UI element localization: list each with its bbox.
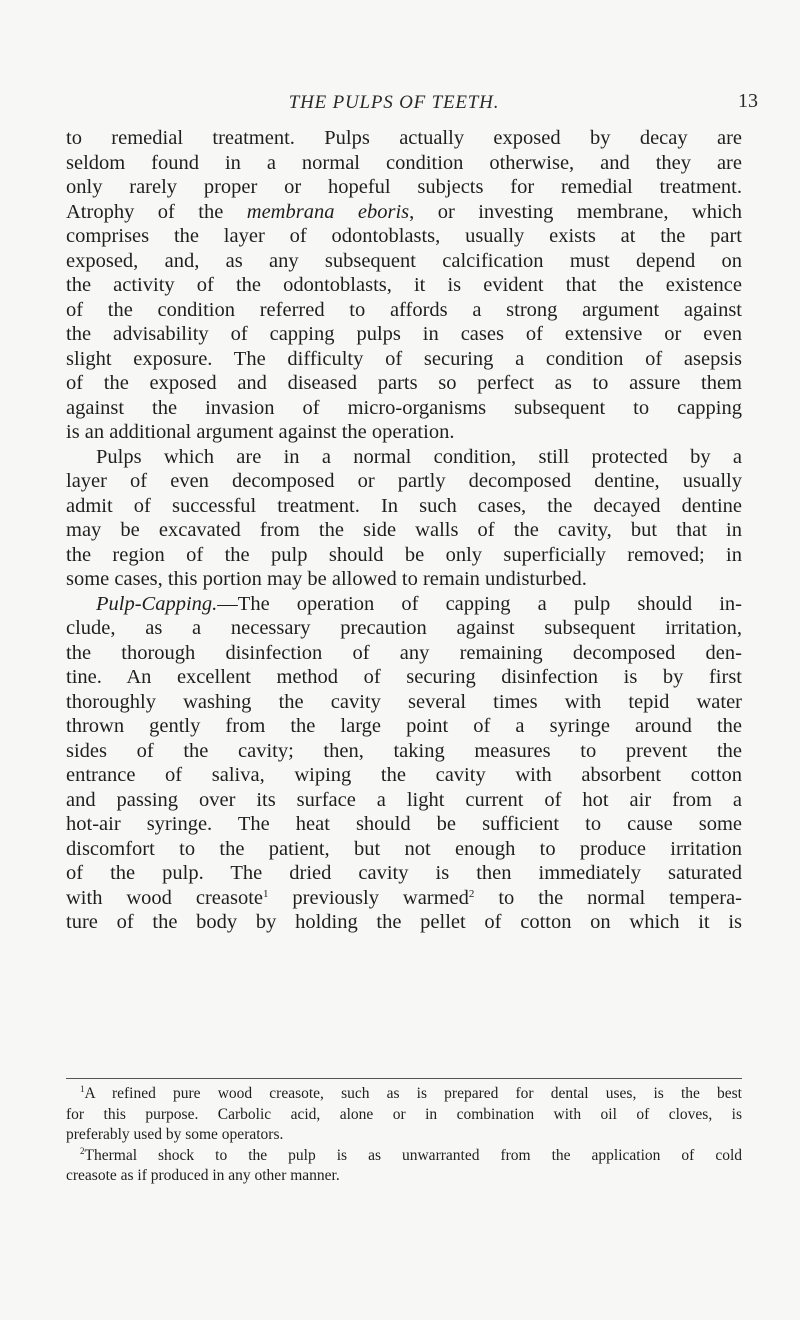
text-line: of the condition referred to affords a strong argument against <box>66 298 742 321</box>
text-line: seldom found in a normal condition otherwise, and they are <box>66 151 742 174</box>
text-line <box>66 200 742 225</box>
text-line: the activity of the odontoblasts, it is evident that the existence <box>66 274 742 296</box>
text-span: , or investing membrane, which <box>409 200 742 223</box>
footnote-line: creasote as if produced in any other manner. <box>66 1167 340 1184</box>
text-line: ture of the body by holding the pellet of cotton on which it is <box>66 911 742 933</box>
text-line: some cases, this portion may be allowed to remain undisturbed. <box>66 568 587 590</box>
text-line: of the pulp. The dried cavity is then immediately saturated <box>66 862 742 884</box>
footnote-ref: 2 <box>468 887 475 900</box>
footnote-mark: 2 <box>80 1145 85 1156</box>
text-line: of the exposed and diseased parts so perfect as to assure them <box>66 372 742 394</box>
text-span: —The operation of capping a pulp should in- <box>217 592 742 615</box>
footnote-line <box>66 1084 742 1105</box>
section-heading: Pulp-Capping. <box>96 592 218 615</box>
running-head: THE PULPS OF TEETH. <box>288 92 500 113</box>
text-line: discomfort to the patient, but not enough to produce irritation <box>66 837 742 860</box>
footnote-divider <box>66 1078 742 1079</box>
text-line: Pulps which are in a normal condition, still protected by a <box>96 445 742 468</box>
footnote-mark: 1 <box>80 1084 85 1094</box>
text-line: the advisability of capping pulps in cases of extensive or even <box>66 323 742 345</box>
footnotes <box>66 1084 742 1187</box>
page-number: 13 <box>738 90 758 112</box>
text-span: to the normal tempera- <box>474 886 742 909</box>
text-span: Thermal shock to the pulp is as unwarranted from the application of cold <box>84 1146 742 1164</box>
text-line: the region of the pulp should be only superficially removed; in <box>66 543 742 566</box>
text-line: thrown gently from the large point of a syringe around the <box>66 715 742 737</box>
text-line: layer of even decomposed or partly decomposed dentine, usually <box>66 470 742 492</box>
text-span: Atrophy of the <box>66 200 247 223</box>
text-line: and passing over its surface a light current of hot air from a <box>66 788 742 811</box>
text-line: may be excavated from the side walls of the cavity, but that in <box>66 519 742 541</box>
text-line: slight exposure. The difficulty of securing a condition of asepsis <box>66 347 742 370</box>
text-line: exposed, and, as any subsequent calcification must depend on <box>66 249 742 272</box>
text-line: the thorough disinfection of any remaining decomposed den- <box>66 641 742 664</box>
text-line: hot-air syringe. The heat should be sufficient to cause some <box>66 813 742 835</box>
text-span: A refined pure wood creasote, such as is prepared for dental uses, is the best <box>84 1085 742 1102</box>
body-text <box>66 126 742 935</box>
latin-term: membrana eboris <box>246 200 410 223</box>
text-line: clude, as a necessary precaution against subsequent irritation, <box>66 617 742 639</box>
text-line: entrance of saliva, wiping the cavity with absorbent cotton <box>66 764 742 786</box>
text-line <box>66 886 742 911</box>
text-line: comprises the layer of odontoblasts, usually exists at the part <box>66 225 742 247</box>
text-line <box>66 592 742 617</box>
footnote-line: preferably used by some operators. <box>66 1126 284 1143</box>
text-span: previously warmed <box>268 886 469 909</box>
text-line: tine. An excellent method of securing disinfection is by first <box>66 666 742 688</box>
text-line: is an additional argument against the operation. <box>66 421 455 443</box>
text-line: against the invasion of micro-organisms subsequent to capping <box>66 396 742 419</box>
footnote-ref: 1 <box>263 887 269 900</box>
text-span: with wood creasote <box>66 886 263 909</box>
text-line: only rarely proper or hopeful subjects for remedial treatment. <box>66 176 742 198</box>
text-line: admit of successful treatment. In such cases, the decayed dentine <box>66 494 742 517</box>
footnote-line: for this purpose. Carbolic acid, alone or in combination with oil of cloves, is <box>66 1105 742 1123</box>
text-line: sides of the cavity; then, taking measures to prevent the <box>66 739 742 762</box>
text-line: thoroughly washing the cavity several times with tepid water <box>66 690 742 713</box>
text-line: to remedial treatment. Pulps actually exposed by decay are <box>66 127 742 149</box>
footnote-line <box>66 1146 742 1167</box>
